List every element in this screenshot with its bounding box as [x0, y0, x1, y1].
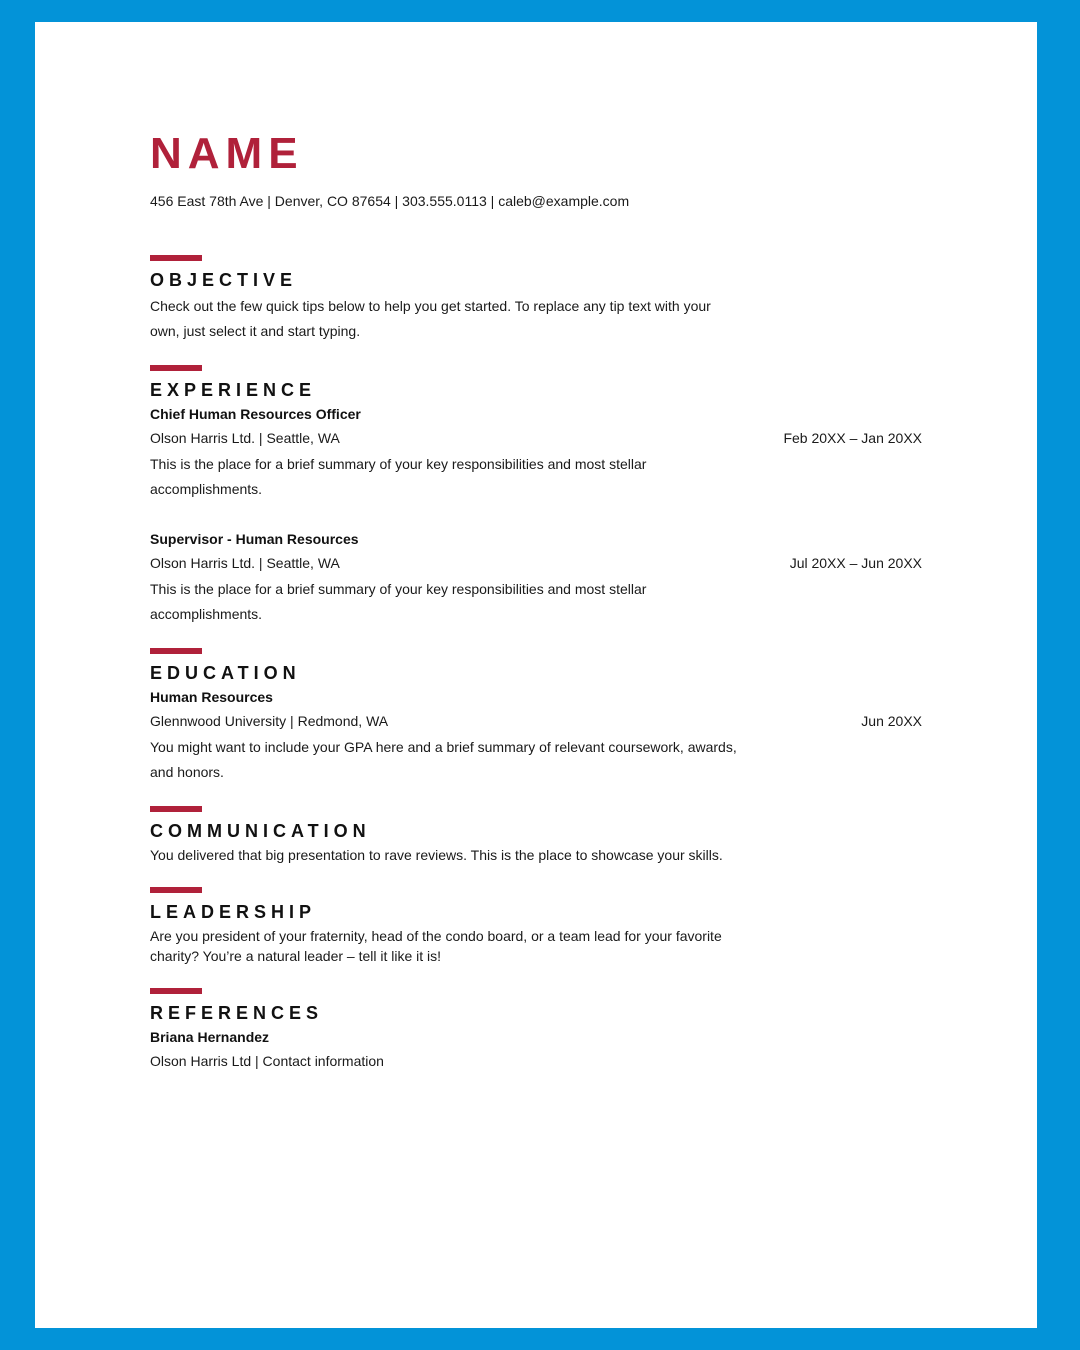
resume-page — [35, 22, 1037, 1328]
section-accent-bar — [150, 988, 202, 994]
communication-text: You delivered that big presentation to rave reviews. This is the place to showcase your skills. — [150, 847, 723, 863]
job-meta — [150, 428, 922, 448]
reference-name: Briana Hernandez — [150, 1029, 270, 1045]
job-dates: Feb 20XX – Jan 20XX — [783, 430, 922, 446]
experience-section — [150, 365, 922, 626]
school-name: Glennwood University | Redmond, WA — [150, 713, 389, 729]
objective-section — [150, 255, 922, 343]
objective-text: Check out the few quick tips below to help you get started. To replace any tip text with your own, just select it and start typing. — [150, 298, 711, 339]
job-summary: This is the place for a brief summary of your key responsibilities and most stellar accomplishments. — [150, 581, 647, 622]
leadership-text: Are you president of your fraternity, head of the condo board, or a team lead for your favorite charity? You’re a natural leader – tell it like it is! — [150, 928, 722, 964]
section-accent-bar — [150, 806, 202, 812]
communication-section — [150, 806, 922, 865]
job-summary: This is the place for a brief summary of your key responsibilities and most stellar accomplishments. — [150, 456, 647, 497]
contact-line: 456 East 78th Ave | Denver, CO 87654 | 303.555.0113 | caleb@example.com — [150, 193, 630, 209]
references-heading: REFERENCES — [150, 1003, 324, 1023]
objective-heading: OBJECTIVE — [150, 270, 298, 290]
experience-entry — [150, 404, 922, 501]
degree-title: Human Resources — [150, 689, 273, 705]
communication-heading: COMMUNICATION — [150, 821, 371, 841]
education-meta — [150, 711, 922, 731]
education-heading: EDUCATION — [150, 663, 301, 683]
leadership-heading: LEADERSHIP — [150, 902, 317, 922]
graduation-date: Jun 20XX — [861, 713, 922, 729]
section-accent-bar — [150, 255, 202, 261]
experience-heading: EXPERIENCE — [150, 380, 317, 400]
section-accent-bar — [150, 648, 202, 654]
job-title: Supervisor - Human Resources — [150, 531, 359, 547]
section-accent-bar — [150, 365, 202, 371]
reference-info-line — [150, 1051, 922, 1071]
candidate-name: NAME — [150, 129, 304, 178]
references-section — [150, 988, 922, 1071]
job-company: Olson Harris Ltd. | Seattle, WA — [150, 555, 340, 571]
job-dates: Jul 20XX – Jun 20XX — [789, 555, 922, 571]
education-section — [150, 648, 922, 784]
education-summary: You might want to include your GPA here and a brief summary of relevant coursework, awards, and honors. — [150, 739, 737, 780]
job-company: Olson Harris Ltd. | Seattle, WA — [150, 430, 340, 446]
reference-info: Olson Harris Ltd | Contact information — [150, 1053, 384, 1069]
leadership-section — [150, 887, 922, 966]
section-accent-bar — [150, 887, 202, 893]
resume-content — [150, 129, 922, 1075]
experience-entry — [150, 529, 922, 626]
job-meta — [150, 553, 922, 573]
job-title: Chief Human Resources Officer — [150, 406, 361, 422]
